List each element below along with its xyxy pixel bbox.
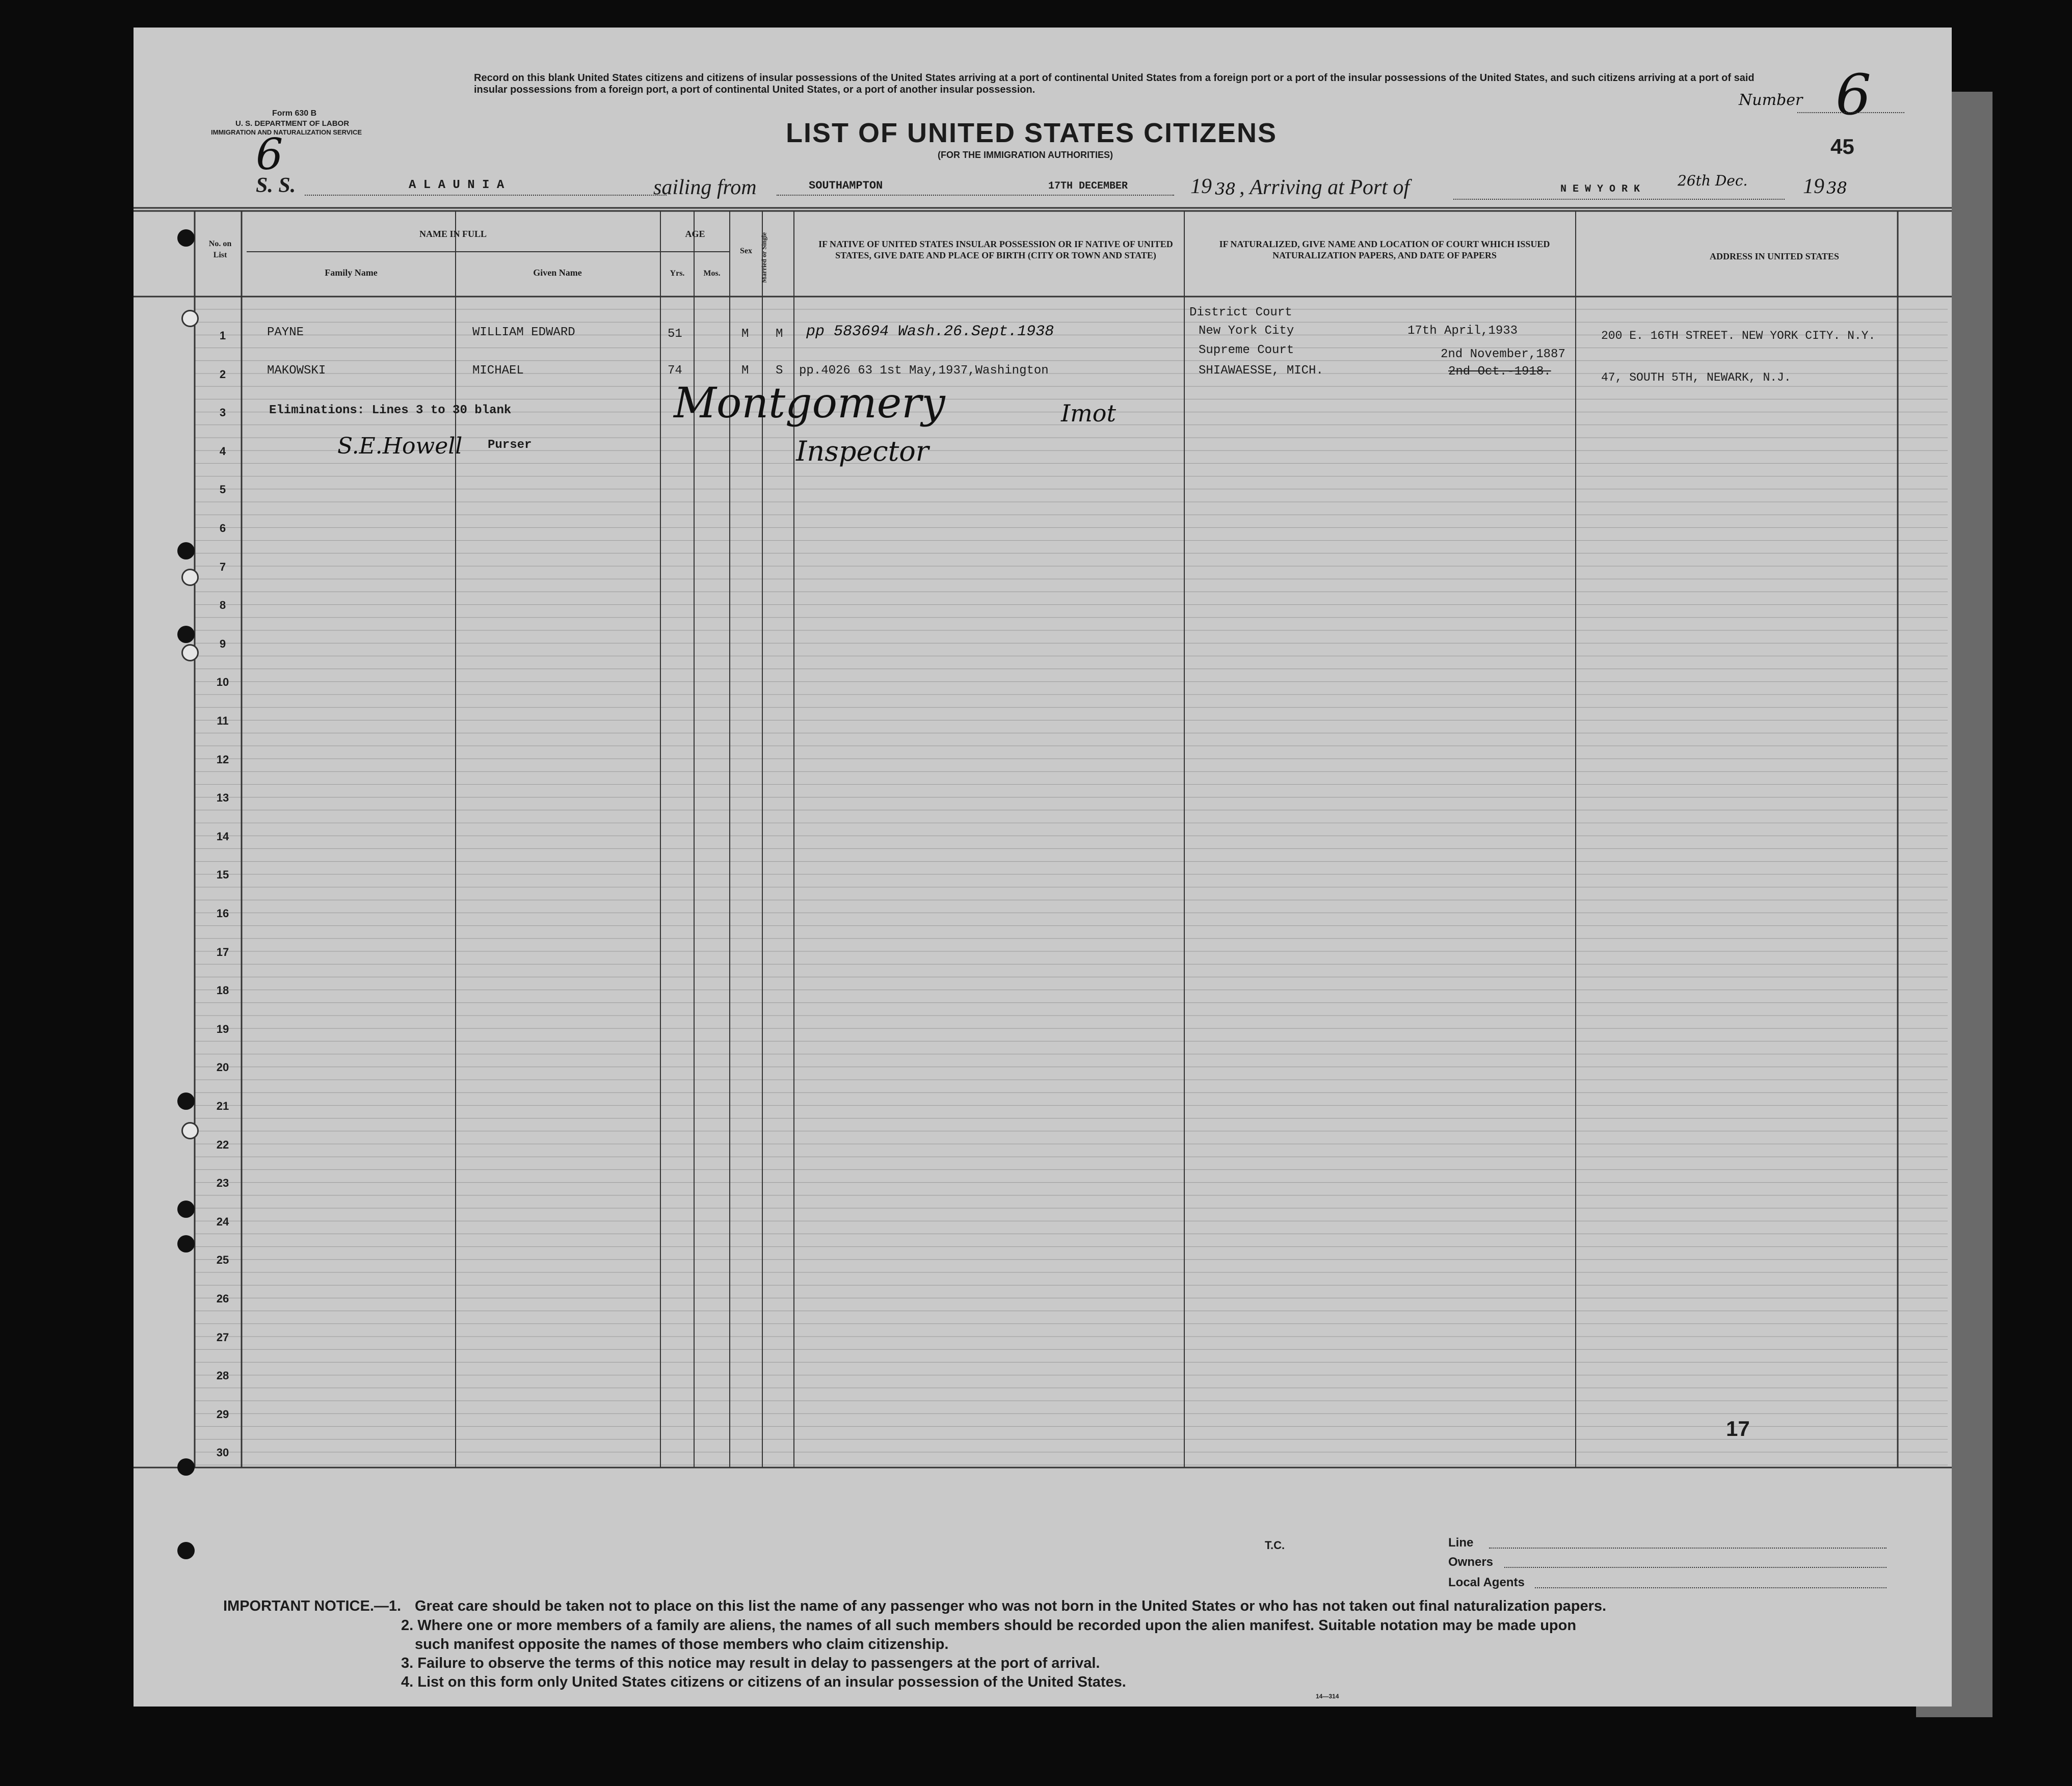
port-of-arrival: N E W Y O R K <box>1560 183 1640 195</box>
header-family-name: Family Name <box>325 268 378 278</box>
row-number: 24 <box>216 1215 229 1228</box>
row-number: 8 <box>219 599 226 612</box>
notice-3: 3. Failure to observe the terms of this notice may result in delay to passengers at the port of arrival. <box>401 1655 1100 1671</box>
number-value: 6 <box>1836 62 1871 127</box>
entry-1-address: 200 E. 16TH STREET. NEW YORK CITY. N.Y. <box>1601 329 1876 342</box>
port-of-departure: SOUTHAMPTON <box>809 179 883 192</box>
inspector-initials: Imot <box>1061 399 1116 427</box>
row-number: 21 <box>216 1100 229 1112</box>
arrival-underline <box>1453 199 1785 200</box>
entry-1-given-name: WILLIAM EDWARD <box>472 326 575 339</box>
row-number: 13 <box>216 791 229 805</box>
instructions-text: Record on this blank United States citizens and citizens of insular possessions of the United States arriving at a port of continental United States from a foreign port or a port of the insular possessions of the United States, and such citizens arriving at a port of said insular possessions from a foreign port, a port of continental United States, or a port of another insular possession. <box>474 72 1755 95</box>
row-number: 9 <box>219 637 226 650</box>
row-number: 1 <box>219 329 226 342</box>
arriving-label: , Arriving at Port of <box>1239 176 1410 199</box>
entry-2-given-name: MICHAEL <box>472 364 524 378</box>
entry-2-sex: M <box>741 364 749 378</box>
header-sex: Sex <box>740 247 752 255</box>
row-number: 3 <box>219 406 226 419</box>
notice-2a: 2. Where one or more members of a family are aliens, the names of all such members should be recorded upon the alien manifest. Suitable notation may be made upon <box>401 1617 1577 1634</box>
header-native-birth: IF NATIVE OF UNITED STATES INSULAR POSSESSION OR IF NATIVE OF UNITED STATES, GIVE DATE AND PLACE OF BIRTH (CITY OR TOWN AND STATE) <box>818 239 1173 260</box>
row-number: 14 <box>216 830 229 843</box>
purser-signature: S.E.Howell <box>337 433 463 459</box>
row-number: 18 <box>216 984 229 997</box>
header-name-in-full: NAME IN FULL <box>419 229 487 239</box>
entry-1-marital: M <box>776 327 783 341</box>
entry-2-court-city: SHIAWAESSE, MICH. <box>1199 364 1323 378</box>
row-number: 28 <box>216 1369 229 1382</box>
entry-2-birth-details: pp.4026 63 1st May,1937,Washington <box>799 364 1049 378</box>
entry-2-court-date: 2nd November,1887 <box>1441 348 1565 361</box>
number-label: Number <box>1739 91 1803 109</box>
corner-handwritten-mark: 6 <box>256 129 283 179</box>
form-number: Form 630 B <box>272 109 317 118</box>
port-underline <box>777 195 1174 196</box>
row-number: 15 <box>216 868 229 882</box>
entry-1-court-date: 17th April,1933 <box>1407 324 1518 338</box>
year-2: 38 <box>1826 178 1847 198</box>
header-given-name: Given Name <box>533 268 582 278</box>
binder-hole <box>177 1458 195 1476</box>
footer-agents-label: Local Agents <box>1448 1576 1525 1589</box>
inspector-title-signature: Inspector <box>796 435 929 467</box>
print-code: 14—314 <box>1316 1693 1339 1700</box>
entry-1-family-name: PAYNE <box>267 326 304 339</box>
row-number: 7 <box>219 560 226 573</box>
page-title: LIST OF UNITED STATES CITIZENS <box>786 118 1277 148</box>
departure-date: 17TH DECEMBER <box>1048 180 1128 192</box>
binder-hole <box>181 644 199 661</box>
ship-name: A L A U N I A <box>409 178 504 192</box>
row-number: 19 <box>216 1022 229 1035</box>
binder-hole <box>177 1092 195 1110</box>
row-number: 6 <box>219 522 226 535</box>
notice-1: Great care should be taken not to place on this list the name of any passenger who was not born in the United States or who has not taken out final naturalization papers. <box>415 1598 1607 1614</box>
header-naturalized: IF NATURALIZED, GIVE NAME AND LOCATION OF COURT WHICH ISSUED NATURALIZATION PAPERS, AND DATE OF PAPERS <box>1219 239 1550 260</box>
binder-hole <box>177 229 195 247</box>
header-address: ADDRESS IN UNITED STATES <box>1710 251 1839 261</box>
row-number: 30 <box>216 1446 229 1459</box>
footer-tc: T.C. <box>1265 1539 1285 1552</box>
binder-hole <box>177 1201 195 1218</box>
purser-title: Purser <box>488 438 532 452</box>
row-number: 23 <box>216 1177 229 1190</box>
inspector-signature: Montgomery <box>674 379 945 428</box>
header-age: AGE <box>685 229 705 239</box>
footer-owners-label: Owners <box>1448 1555 1494 1569</box>
entry-1-sex: M <box>741 327 749 341</box>
page-subtitle: (FOR THE IMMIGRATION AUTHORITIES) <box>938 150 1113 160</box>
binder-hole <box>177 1542 195 1559</box>
year-prefix-2: 19 <box>1803 175 1824 198</box>
notice-heading: IMPORTANT NOTICE.—1. <box>223 1598 402 1614</box>
binder-hole <box>181 1122 199 1139</box>
header-married-single: Married or Single <box>760 232 768 283</box>
entry-1-court-city: New York City <box>1199 324 1294 338</box>
arrival-date: 26th Dec. <box>1678 172 1748 189</box>
service-label: IMMIGRATION AND NATURALIZATION SERVICE <box>211 128 362 136</box>
row-number: 16 <box>216 907 229 920</box>
eliminations-note: Eliminations: Lines 3 to 30 blank <box>269 404 512 417</box>
binder-hole <box>177 1235 195 1252</box>
footer-line-label: Line <box>1448 1536 1474 1550</box>
entry-1-age: 51 <box>668 327 682 341</box>
page-number: 45 <box>1830 135 1854 158</box>
row-number: 22 <box>216 1138 229 1151</box>
footer-agents-rule <box>1535 1587 1887 1588</box>
sailing-from-label: sailing from <box>653 176 757 199</box>
row-number: 26 <box>216 1292 229 1305</box>
entry-2-age: 74 <box>668 364 682 378</box>
row-number: 10 <box>216 676 229 689</box>
row-number: 2 <box>219 367 226 381</box>
row-number: 4 <box>219 444 226 458</box>
footer-owners-rule <box>1504 1567 1887 1568</box>
entry-1-birth-details: pp 583694 Wash.26.Sept.1938 <box>806 323 1054 340</box>
number-underline <box>1797 112 1904 113</box>
header-no-on-list: No. on List <box>208 239 232 259</box>
binder-hole <box>181 310 199 327</box>
row-number: 20 <box>216 1061 229 1074</box>
ss-label: S. S. <box>256 174 296 197</box>
passenger-count-note: 17 <box>1726 1417 1750 1441</box>
row-number: 12 <box>216 753 229 766</box>
binder-hole <box>181 569 199 586</box>
row-number: 17 <box>216 945 229 958</box>
footer-line-rule <box>1489 1548 1887 1549</box>
entry-2-marital: S <box>776 364 783 378</box>
form-grid <box>134 28 1952 1707</box>
header-months: Mos. <box>703 269 721 278</box>
manifest-sheet <box>134 28 1952 1707</box>
year-prefix-1: 19 <box>1190 175 1212 198</box>
ship-underline <box>305 195 667 196</box>
row-number: 27 <box>216 1330 229 1344</box>
year-1: 38 <box>1215 179 1236 199</box>
entry-2-family-name: MAKOWSKI <box>267 364 326 378</box>
binder-hole <box>177 626 195 643</box>
row-number: 25 <box>216 1254 229 1267</box>
entry-2-court-name: Supreme Court <box>1199 343 1294 357</box>
header-years: Yrs. <box>670 269 685 278</box>
notice-4: 4. List on this form only United States citizens or citizens of an insular possession of the United States. <box>401 1674 1126 1690</box>
binder-hole <box>177 542 195 559</box>
department-label: U. S. DEPARTMENT OF LABOR <box>235 119 350 128</box>
row-number: 29 <box>216 1407 229 1421</box>
entry-1-court-name: District Court <box>1189 306 1292 319</box>
notice-2b: such manifest opposite the names of those members who claim citizenship. <box>415 1636 949 1652</box>
row-number: 11 <box>217 714 229 727</box>
row-number: 5 <box>219 483 226 496</box>
entry-2-court-date-struck: 2nd Oct.-1918. <box>1448 365 1551 379</box>
entry-2-address: 47, SOUTH 5TH, NEWARK, N.J. <box>1601 371 1791 384</box>
